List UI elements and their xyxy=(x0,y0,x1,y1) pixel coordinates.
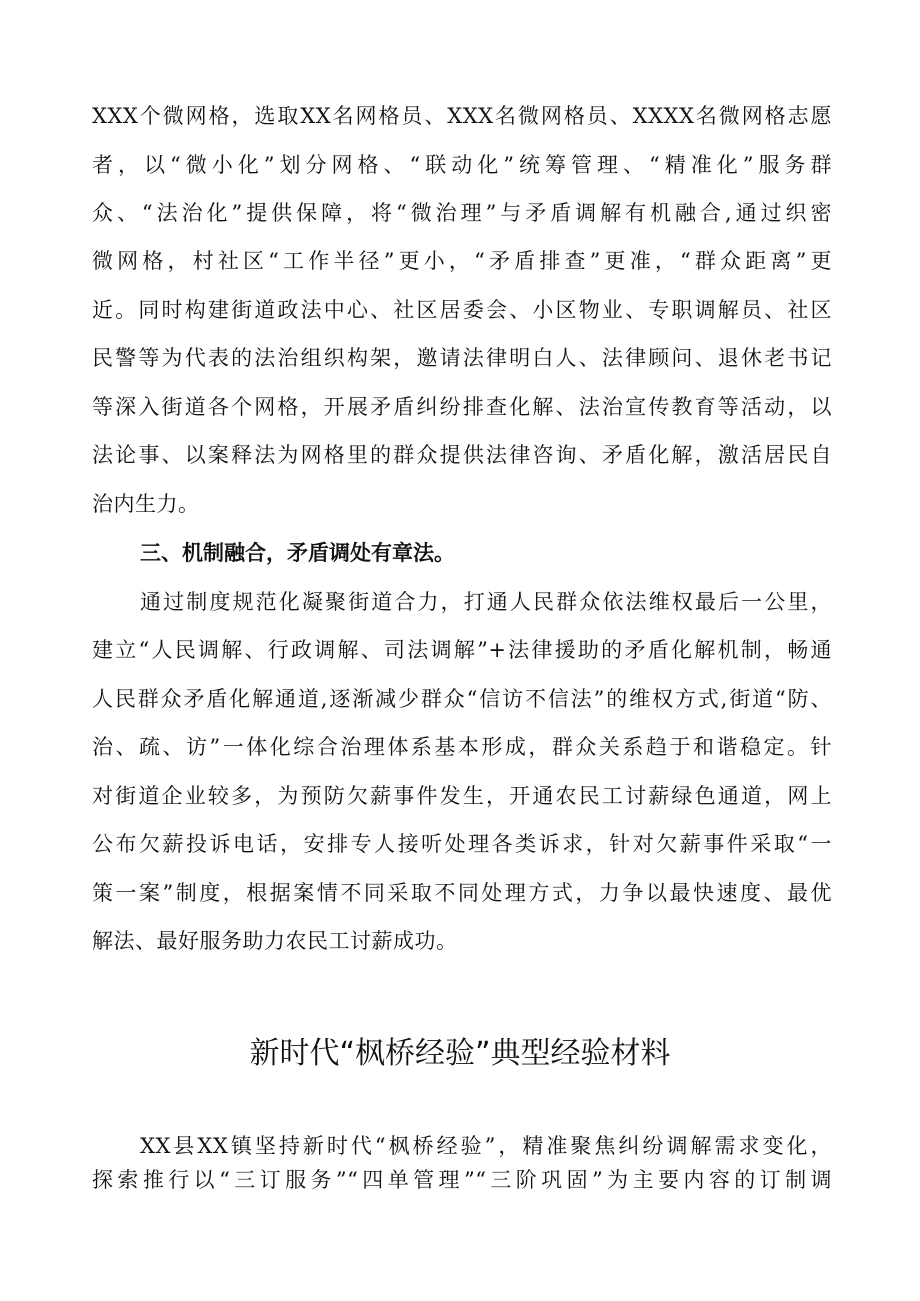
paragraph-line: 探索推行以“三订服务”“四单管理”“三阶巩固”为主要内容的订制调 xyxy=(92,1168,832,1192)
paragraph-line: 等深入街道各个网格，开展矛盾纠纷排查化解、法治宣传教育等活动，以 xyxy=(92,395,832,419)
paragraph-line: 法论事、以案释法为网格里的群众提供法律咨询、矛盾化解，激活居民自 xyxy=(92,443,832,467)
paragraph-line: 者，以“微小化”划分网格、“联动化”统筹管理、“精准化”服务群 xyxy=(92,153,832,177)
paragraph-line: 近。同时构建街道政法中心、社区居委会、小区物业、专职调解员、社区 xyxy=(92,298,832,322)
paragraph-line: 治、疏、访”一体化综合治理体系基本形成，群众关系趋于和谐稳定。针 xyxy=(92,735,832,759)
paragraph-line: 对街道企业较多，为预防欠薪事件发生，开通农民工讨薪绿色通道，网上 xyxy=(92,784,832,808)
paragraph-line: 公布欠薪投诉电话，安排专人接听处理各类诉求，针对欠薪事件采取“一 xyxy=(92,832,832,856)
section-heading: 三、机制融合，矛盾调处有章法。 xyxy=(140,541,455,565)
paragraph-line: XXX个微网格，选取XX名网格员、XXX名微网格员、XXXX名微网格志愿 xyxy=(92,104,832,128)
paragraph-line: 通过制度规范化凝聚街道合力，打通人民群众依法维权最后一公里， xyxy=(140,590,832,614)
paragraph-line: 人民群众矛盾化解通道,逐渐减少群众“信访不信法”的维权方式,街道“防、 xyxy=(92,687,832,711)
article-title: 新时代“枫桥经验”典型经验材料 xyxy=(249,1036,671,1071)
paragraph-line: 民警等为代表的法治组织构架，邀请法律明白人、法律顾问、退休老书记 xyxy=(92,346,832,370)
paragraph-line: 治内生力。 xyxy=(92,492,200,516)
paragraph-line: 策一案”制度，根据案情不同采取不同处理方式，力争以最快速度、最优 xyxy=(92,881,832,905)
paragraph-line: 建立“人民调解、行政调解、司法调解”+法律援助的矛盾化解机制，畅通 xyxy=(92,638,832,662)
paragraph-line: 微网格，村社区“工作半径”更小，“矛盾排查”更准，“群众距离”更 xyxy=(92,249,832,273)
paragraph-line: 众、“法治化”提供保障，将“微治理”与矛盾调解有机融合,通过织密 xyxy=(92,201,832,225)
paragraph-line: 解法、最好服务助力农民工讨薪成功。 xyxy=(92,929,458,953)
paragraph-line: XX县XX镇坚持新时代“枫桥经验”，精准聚焦纠纷调解需求变化， xyxy=(140,1134,832,1158)
